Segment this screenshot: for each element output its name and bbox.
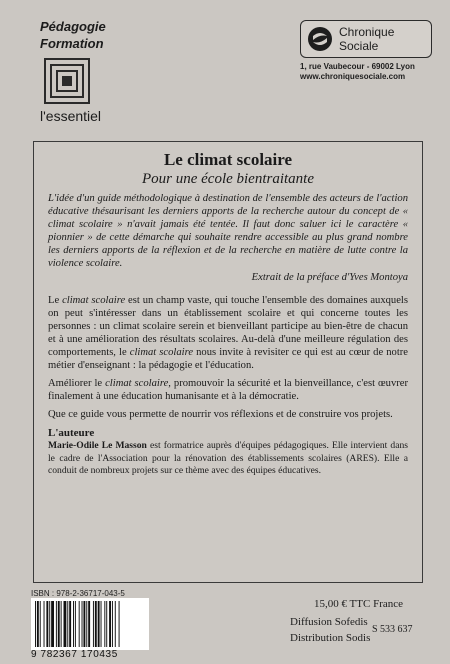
barcode-bar <box>67 601 68 647</box>
barcode-bar <box>101 601 102 647</box>
barcode-bar <box>69 601 71 647</box>
body-paragraph-3: Que ce guide vous permette de nourrir vos réflexions et de construire vos projets. <box>48 409 393 421</box>
price: 15,00 € TTC France <box>314 598 404 610</box>
barcode-bar <box>56 601 57 647</box>
book-subtitle: Pour une école bientraitante <box>141 171 315 187</box>
barcode-bar <box>37 601 39 647</box>
quote-source: Extrait de la préface d'Yves Montoya <box>251 271 408 283</box>
distributor-1: Diffusion Sofedis <box>290 616 368 628</box>
barcode-bar <box>86 601 87 647</box>
body-paragraph-2: Améliorer le climat scolaire, promouvoir la sécurité et la bienveillance, c'est œuvrer finalement à une éducation humanisante et à la démocratie. <box>48 378 408 403</box>
barcode-bar <box>75 601 76 647</box>
barcode-bar <box>95 601 97 647</box>
barcode-bar <box>82 601 83 647</box>
collection-line-3: l'essentiel <box>40 108 102 124</box>
barcode <box>31 598 149 650</box>
barcode-bar <box>119 601 120 647</box>
barcode-bar <box>44 601 45 647</box>
barcode-bar <box>104 601 105 647</box>
publisher-name-1: Chronique <box>339 25 395 39</box>
barcode-bar <box>40 601 41 647</box>
barcode-bar <box>58 601 60 647</box>
barcode-bars <box>31 598 149 650</box>
publisher-website: www.chroniquesociale.com <box>300 72 406 81</box>
collection-logo-icon <box>44 58 90 104</box>
barcode-bar <box>115 601 116 647</box>
isbn: ISBN : 978-2-36717-043-5 <box>31 589 125 598</box>
barcode-bar <box>46 601 48 647</box>
barcode-bar <box>49 601 50 647</box>
publisher-block <box>300 20 432 82</box>
barcode-bar <box>35 601 36 647</box>
publisher-logo <box>300 20 432 58</box>
barcode-bar <box>73 601 74 647</box>
distributor-2: Distribution Sodis <box>290 632 371 644</box>
barcode-bar <box>88 601 90 647</box>
barcode-digits: 9 782367 170435 <box>31 649 118 660</box>
summary-box <box>33 141 423 583</box>
distribution-code: S 533 637 <box>372 624 413 635</box>
barcode-bar <box>98 601 100 647</box>
collection-line-1: Pédagogie <box>40 19 106 34</box>
collection-line-2: Formation <box>40 36 104 51</box>
barcode-bar <box>93 601 94 647</box>
barcode-bar <box>51 601 54 647</box>
collection-block <box>40 18 130 124</box>
barcode-bar <box>61 601 62 647</box>
barcode-bar <box>79 601 80 647</box>
preface-quote: L'idée d'un guide méthodologique à destination de l'ensemble des acteurs de l'action éducative thésaurisant les derniers apports de la recherche autour du concept de « climat scolaire » n'avait jamais été tentée. Il faut donc saluer ici le caractère « pionnier » de cette démarche qui souhaite rendre accessible au plus grand nombre les derniers apports de la réflexion et de la recherche en matière de lutte contre la violence scolaire. <box>48 193 408 270</box>
barcode-bar <box>106 601 107 647</box>
publisher-swirl-icon <box>307 26 333 52</box>
barcode-bar <box>112 601 113 647</box>
author-heading: L'auteure <box>48 427 95 440</box>
barcode-bar <box>83 601 85 647</box>
book-title: Le climat scolaire <box>163 150 293 169</box>
barcode-bar <box>64 601 67 647</box>
publisher-address: 1, rue Vaubecour - 69002 Lyon <box>300 62 415 71</box>
barcode-bar <box>109 601 111 647</box>
author-bio: Marie-Odile Le Masson est formatrice auprès d'équipes pédagogiques. Elle intervient dans le cadre de l'Association pour la rénovation des établissements scolaires (ARES). Elle a conduit de nombreux projets sur ce thème avec des équipes éducatives. <box>48 440 408 476</box>
publisher-name-2: Sociale <box>339 39 379 53</box>
body-paragraph-1: Le climat scolaire est un champ vaste, qui touche l'ensemble des domaines auxquels on peut s'intéresser dans un établissement scolaire et qui concerne toutes les personnes : un climat scolaire serein et bienveillant participe au bien-être de chacun et à une amélioration des résultats scolaires. Au-delà d'une meilleure régulation des comportements, le climat scolaire nous invite à revisiter ce qui est au cœur de notre métier d'enseignant : la pédagogie et l'éducation. <box>48 294 409 372</box>
